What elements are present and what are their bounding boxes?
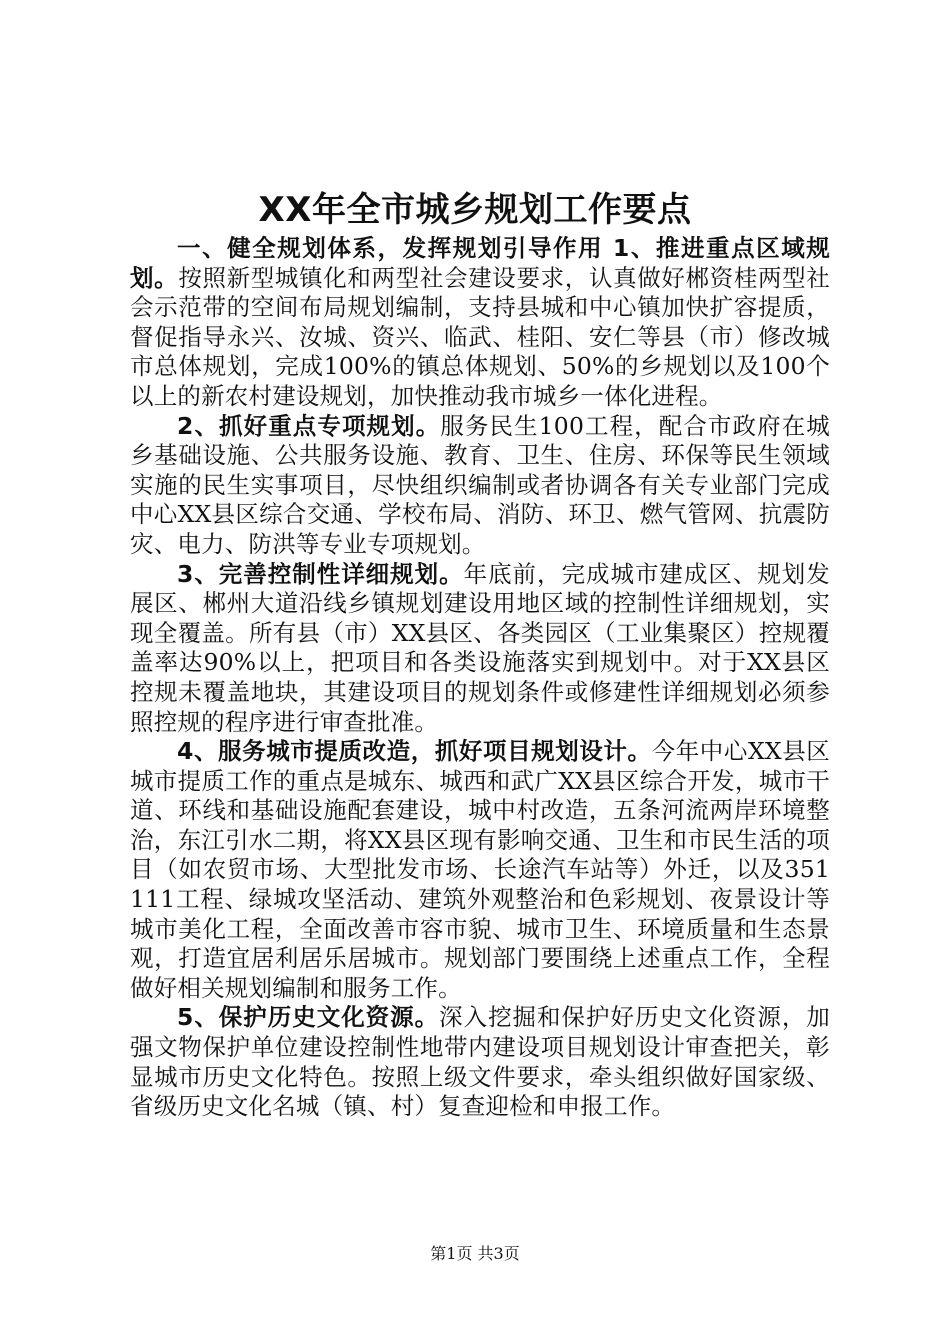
document-body (130, 234, 830, 1122)
paragraph-4 (130, 737, 830, 1003)
paragraph-1-heading: 一、健全规划体系，发挥规划引导作用 1、推进重点区域规划。 (130, 234, 830, 292)
paragraph-4-text: 今年中心XX县区城市提质工作的重点是城东、城西和武广XX县区综合开发，城市干道、环线和基础设施配套建设，城中村改造，五条河流两岸环境整治，东江引水二期，将XX县区现有影响交通、卫生和市民生活的项目（如农贸市场、大型批发市场、长途汽车站等）外迁，以及351111工程、绿城攻坚活动、建筑外观整治和色彩规划、夜景设计等城市美化工程，全面改善市容市貌、城市卫生、环境质量和生态景观，打造宜居利居乐居城市。规划部门要围绕上述重点工作，全程做好相关规划编制和服务工作。 (130, 737, 830, 1002)
paragraph-2-text: 服务民生100工程，配合市政府在城乡基础设施、公共服务设施、教育、卫生、住房、环保等民生领域实施的民生实事项目，尽快组织编制或者协调各有关专业部门完成中心XX县区综合交通、学校布局、消防、环卫、燃气管网、抗震防灾、电力、防洪等专业专项规划。 (130, 411, 830, 558)
paragraph-1 (130, 234, 830, 412)
page-footer: 第1页 共3页 (430, 1244, 520, 1263)
paragraph-1-text: 按照新型城镇化和两型社会建设要求，认真做好郴资桂两型社会示范带的空间布局规划编制，支持县城和中心镇加快扩容提质，督促指导永兴、汝城、资兴、临武、桂阳、安仁等县（市）修改城市总体规划，完成100%的镇总体规划、50%的乡规划以及100个以上的新农村建设规划，加快推动我市城乡一体化进程。 (130, 263, 830, 410)
paragraph-5-heading: 5、保护历史文化资源。 (177, 1003, 440, 1032)
paragraph-2-heading: 2、抓好重点专项规划。 (177, 411, 441, 440)
paragraph-4-heading: 4、服务城市提质改造，抓好项目规划设计。 (177, 737, 652, 766)
paragraph-3 (130, 560, 830, 738)
paragraph-2 (130, 412, 830, 560)
paragraph-3-text: 年底前，完成城市建成区、规划发展区、郴州大道沿线乡镇规划建设用地区域的控制性详细规划，实现全覆盖。所有县（市）XX县区、各类园区（工业集聚区）控规覆盖率达90%以上，把项目和各类设施落实到规划中。对于XX县区控规未覆盖地块，其建设项目的规划条件或修建性详细规划必须参照控规的程序进行审查批准。 (130, 559, 830, 736)
document-title: XX年全市城乡规划工作要点 (258, 190, 692, 230)
paragraph-5 (130, 1003, 830, 1121)
paragraph-3-heading: 3、完善控制性详细规划。 (177, 559, 464, 588)
paragraph-5-text: 深入挖掘和保护好历史文化资源，加强文物保护单位建设控制性地带内建设项目规划设计审查把关，彰显城市历史文化特色。按照上级文件要求，牵头组织做好国家级、省级历史文化名城（镇、村）复查迎检和申报工作。 (130, 1003, 830, 1121)
